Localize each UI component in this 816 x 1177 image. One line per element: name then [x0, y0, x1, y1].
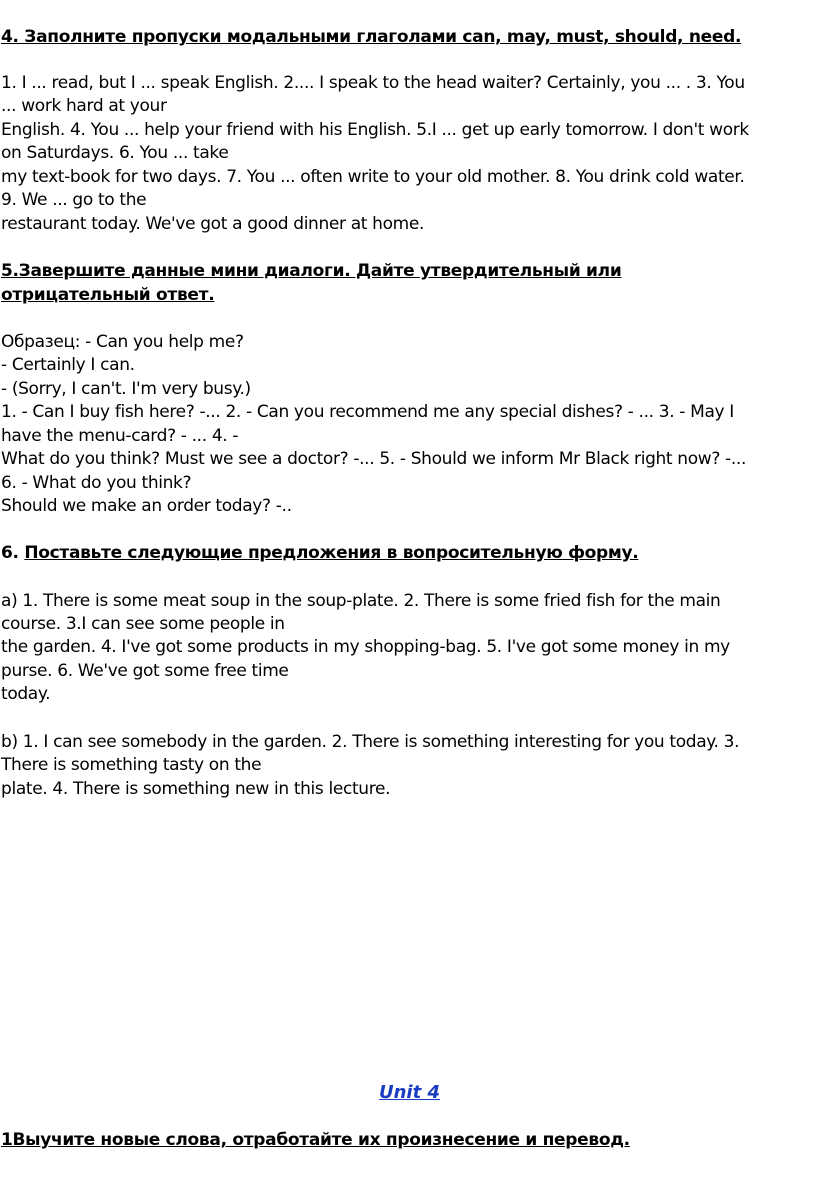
section-5-line: have the menu-card? - ... 4. - [1, 426, 239, 446]
section-5-heading: 5.Завершите данные мини диалоги. Дайте утвердительный или [1, 261, 622, 281]
section-4-line: my text-book for two days. 7. You ... often write to your old mother. 8. You drink cold water. [1, 167, 745, 187]
section-6-b-line: plate. 4. There is something new in this lecture. [1, 779, 391, 799]
section-4-line: 9. We ... go to the [1, 190, 147, 210]
section-4-line: 1. I ... read, but I ... speak English. 2.... I speak to the head waiter? Certainly, you ... . 3. You [1, 73, 745, 93]
section-5-line: 6. - What do you think? [1, 473, 192, 493]
section-4-line: ... work hard at your [1, 96, 167, 116]
section-4-line: English. 4. You ... help your friend with his English. 5.I ... get up early tomorrow. I don't work [1, 120, 749, 140]
section-5-line: - (Sorry, I can't. I'm very busy.) [1, 379, 251, 399]
section-5-line: 1. - Can I buy fish here? -... 2. - Can you recommend me any special dishes? - ... 3. - May I [1, 402, 734, 422]
section-5-line: Образец: - Can you help me? [1, 332, 244, 352]
unit-4-link[interactable]: Unit 4 [379, 1082, 440, 1103]
section-6-title: Поставьте следующие предложения в вопросительную форму. [24, 543, 639, 563]
section-5-line: - Certainly I can. [1, 355, 135, 375]
section-5-line: What do you think? Must we see a doctor? -... 5. - Should we inform Mr Black right now? -... [1, 449, 747, 469]
section-6-a-line: purse. 6. We've got some free time [1, 661, 289, 681]
section-6-a-line: course. 3.I can see some people in [1, 614, 285, 634]
section-5-line: Should we make an order today? -.. [1, 496, 292, 516]
section-4-line: on Saturdays. 6. You ... take [1, 143, 229, 163]
section-6-a-line: a) 1. There is some meat soup in the soup-plate. 2. There is some fried fish for the main [1, 591, 721, 611]
section-6-a-line: today. [1, 684, 51, 704]
section-4-heading: 4. Заполните пропуски модальными глаголами can, may, must, should, need. [1, 27, 742, 47]
section-6-a-line: the garden. 4. I've got some products in my shopping-bag. 5. I've got some money in my [1, 637, 730, 657]
unit-4-section-1-heading: 1Выучите новые слова, отработайте их произнесение и перевод. [1, 1130, 630, 1150]
section-6-number: 6. [1, 543, 25, 563]
section-6-b-line: b) 1. I can see somebody in the garden. 2. There is something interesting for you today. 3. [1, 732, 740, 752]
section-6-b-line: There is something tasty on the [1, 755, 262, 775]
section-6-heading [1, 542, 638, 564]
section-5-heading: отрицательный ответ. [1, 285, 215, 305]
section-4-line: restaurant today. We've got a good dinner at home. [1, 214, 424, 234]
